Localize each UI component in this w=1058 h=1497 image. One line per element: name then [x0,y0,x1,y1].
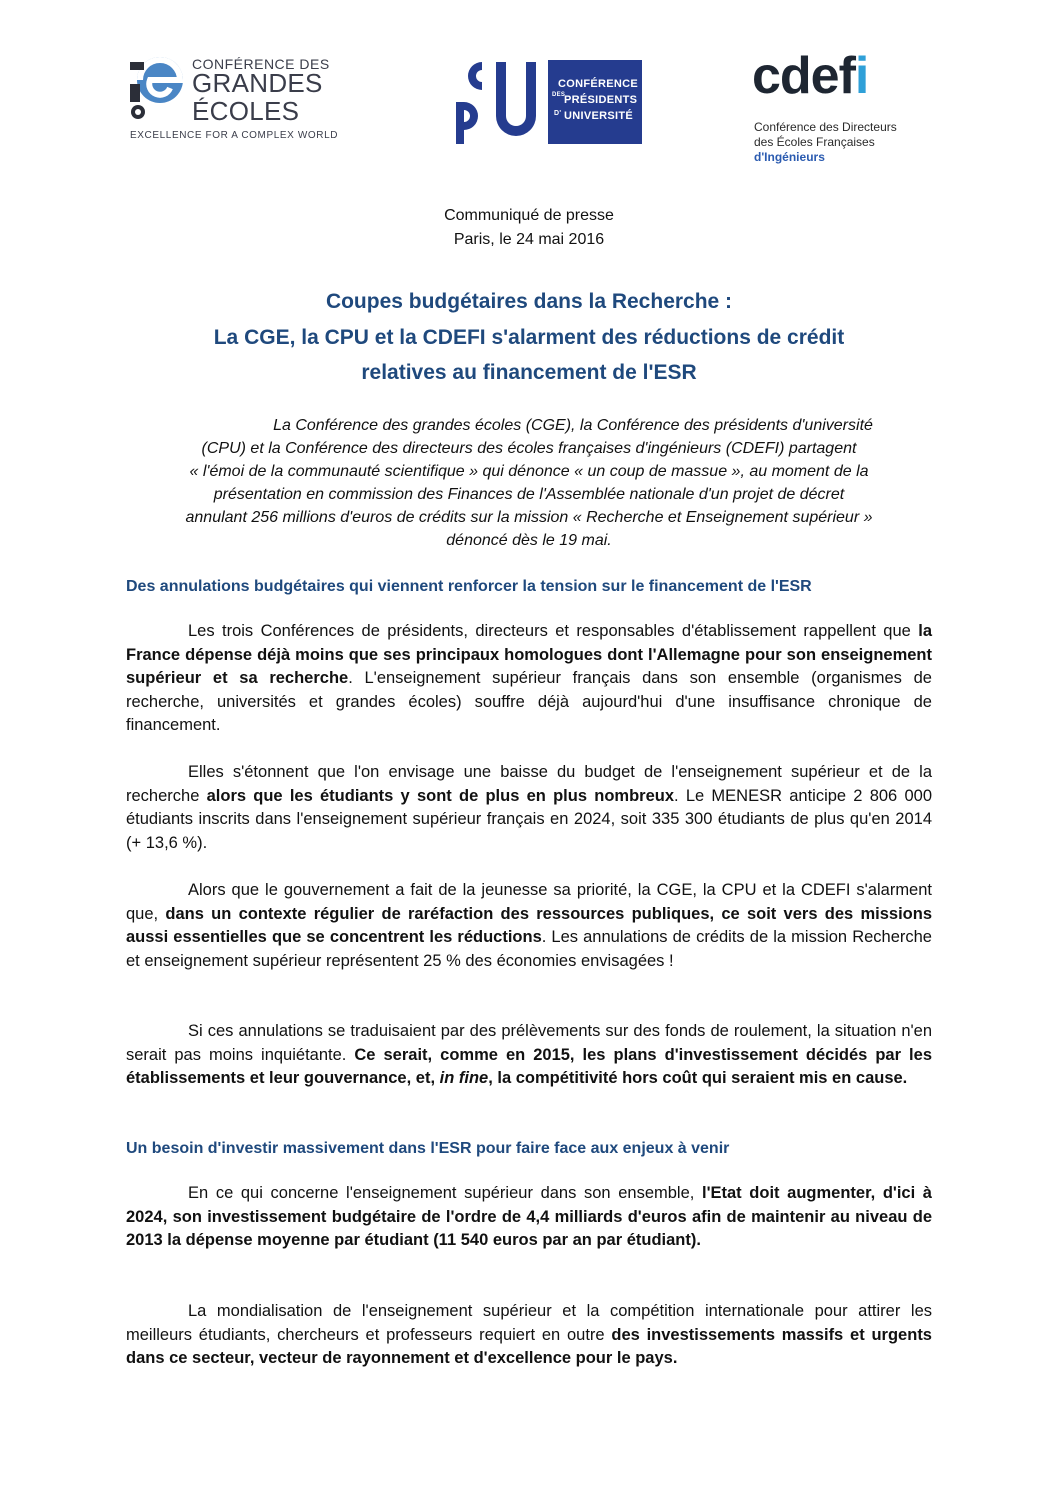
cdefi-line3: d'Ingénieurs [754,150,825,164]
cdefi-wordmark [752,46,868,106]
section1-heading: Des annulations budgétaires qui viennent renforcer la tension sur le financement de l'ESR [126,578,812,595]
cge-logo [130,54,360,150]
cdefi-word-i: i [854,47,869,105]
section1-paragraph-4 [126,1020,932,1091]
s1p1-text-c: . L'enseignement supérieur français dans son ensemble (organismes de recherche, universités et grandes écoles) souffre déjà aujourd'hui d'une insuffisance chronique de financement. [126,669,932,734]
intro-line-1: La Conférence des grandes écoles (CGE), la Conférence des présidents d'université [273,417,873,434]
s1p3-text-c: . Les annulations de crédits de la mission Recherche et enseignement supérieur représentent 25 % des économies envisagées ! [126,928,932,970]
s2p1-text-bold: l'Etat doit augmenter, d'ici à 2024, son investissement budgétaire de l'ordre de 4,4 milliards d'euros afin de maintenir au niveau de 2013 la dépense moyenne par étudiant (11 540 euros par an par étudiant). [126,1184,932,1249]
s1p2-text-bold: alors que les étudiants y sont de plus en plus nombreux [206,786,675,805]
s1p3-text-bold: dans un contexte régulier de raréfaction des ressources publiques, ce soit vers des missions aussi essentielles que se concentrent les réductions [126,904,933,946]
s1p2-text-a: Elles s'étonnent que l'on envisage une baisse du budget de l'enseignement supérieur et de la recherche [126,763,932,805]
section2-paragraph-1 [126,1182,932,1253]
cpu-letters-icon [452,58,544,146]
s2p2-text-a: La mondialisation de l'enseignement supérieur et la compétition internationale pour attirer les meilleurs étudiants, chercheurs et professeurs requiert en outre [126,1302,932,1344]
cpu-logo [452,58,642,146]
doc-type: Communiqué de presse [444,207,614,224]
section1-paragraph-2 [126,761,932,855]
logo-bar [0,0,1058,170]
cge-line2: GRANDES [192,68,323,98]
cge-emblem-icon [130,54,190,124]
title-line2: La CGE, la CPU et la CDEFI s'alarment des réductions de crédit [213,326,845,349]
s1p4-text-bold-italic: in fine [439,1069,489,1087]
title-line3: relatives au financement de l'ESR [361,361,697,384]
cge-line1: CONFÉRENCE DES [192,56,330,72]
cge-tagline: EXCELLENCE FOR A COMPLEX WORLD [130,130,339,141]
cpu-line3: UNIVERSITÉ [564,110,634,122]
cdefi-word: cdef [752,47,855,105]
s1p2-text-c: . Le MENESR anticipe 2 806 000 étudiants inscrits dans l'enseignement supérieur français en 2024, soit 335 300 étudiants de plus qu'en 2014 (+ 13,6 %). [126,786,932,852]
s2p1-text-a: En ce qui concerne l'enseignement supérieur dans son ensemble, [188,1184,702,1202]
s1p4-text-c: , la compétitivité hors coût qui seraient mis en cause. [488,1069,908,1087]
s2p2-text-bold: des investissements massifs et urgents dans ce secteur, vecteur de rayonnement et d'excellence pour le pays. [126,1325,932,1367]
cdefi-line2: des Écoles Françaises [754,135,875,149]
cge-line3: ÉCOLES [192,96,300,126]
intro-line-4: présentation en commission des Finances de l'Assemblée nationale d'un projet de décret [213,486,845,503]
place-date: Paris, le 24 mai 2016 [453,231,605,248]
section2-paragraph-2 [126,1300,932,1371]
s1p4-text-a: Si ces annulations se traduisaient par des prélèvements sur des fonds de roulement, la situation n'en serait pas moins inquiétante. [126,1022,932,1064]
s1p1-text-bold: la France dépense déjà moins que ses principaux homologues dont l'Allemagne pour son enseignement supérieur et sa recherche [126,622,932,687]
cdefi-line1: Conférence des Directeurs [754,120,897,134]
cpu-small-d: D' [554,110,562,117]
cpu-small-des: DES [552,92,566,98]
s1p4-text-bold: Ce serait, comme en 2015, les plans d'investissement décidés par les établissements et leur gouvernance, et, [126,1045,932,1087]
cdefi-logo [752,47,932,164]
intro-line-5: annulant 256 millions d'euros de crédits sur la mission « Recherche et Enseignement supérieur » [185,509,873,526]
cpu-line2: PRÉSIDENTS [564,94,638,106]
cpu-line1: CONFÉRENCE [558,78,639,90]
s1p3-text-a: Alors que le gouvernement a fait de la jeunesse sa priorité, la CGE, la CPU et la CDEFI s'alarment que, [126,881,932,923]
title-line1: Coupes budgétaires dans la Recherche : [325,290,733,313]
section1-paragraph-1 [126,620,932,738]
intro-line-3: « l'émoi de la communauté scientifique » qui dénonce « un coup de massue », au moment de la [189,463,869,480]
intro-line-6: dénoncé dès le 19 mai. [446,532,612,549]
section1-paragraph-3 [126,879,932,973]
intro-line-2: (CPU) et la Conférence des directeurs des écoles françaises d'ingénieurs (CDEFI) partagent [201,440,857,457]
s1p1-text-a: Les trois Conférences de présidents, directeurs et responsables d'établissement rappellent que [188,622,919,640]
section2-heading: Un besoin d'investir massivement dans l'ESR pour faire face aux enjeux à venir [126,1140,730,1157]
